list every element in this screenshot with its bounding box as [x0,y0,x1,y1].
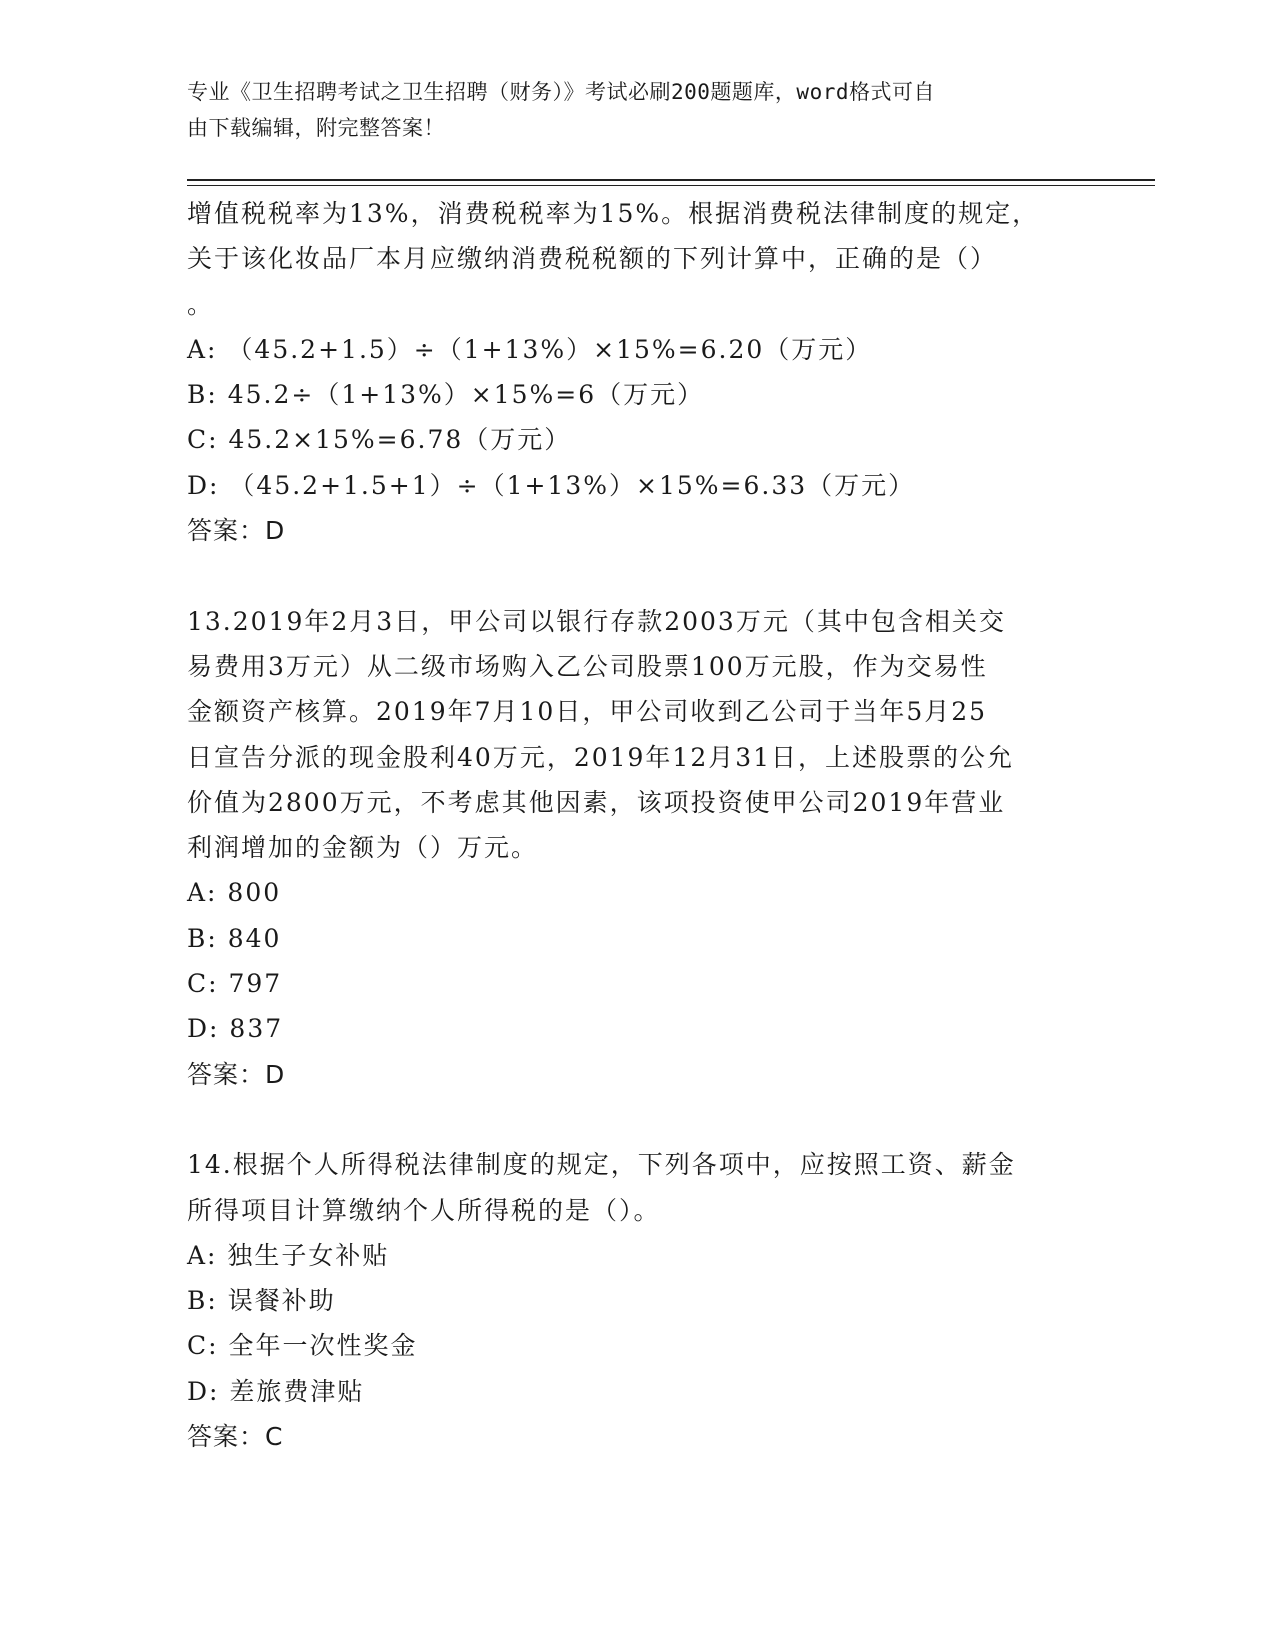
question-text-line: 所得项目计算缴纳个人所得税的是（）。 [187,1195,661,1225]
question-text-line: 易费用3万元）从二级市场购入乙公司股票100万元股，作为交易性 [187,651,988,681]
option-b: B: 45.2÷（1+13%）×15%=6（万元） [187,380,705,410]
question-text-line: 。 [187,289,215,319]
option-d: D: （45.2+1.5+1）÷（1+13%）×15%=6.33（万元） [187,470,916,500]
option-a: A: 800 [187,878,282,908]
question-text-line: 日宣告分派的现金股利40万元，2019年12月31日，上述股票的公允 [187,742,1015,772]
question-text-line: 13.2019年2月3日，甲公司以银行存款2003万元（其中包含相关交 [187,606,1006,636]
question-14 [187,1142,1087,1459]
question-13 [187,599,1087,1097]
option-b: B: 误餐补助 [187,1286,336,1316]
question-text-line: 关于该化妆品厂本月应缴纳消费税税额的下列计算中，正确的是（） [187,244,998,274]
question-text-line: 金额资产核算。2019年7月10日，甲公司收到乙公司于当年5月25 [187,697,988,727]
question-text-line: 利润增加的金额为（）万元。 [187,833,539,863]
option-a: A: （45.2+1.5）÷（1+13%）×15%=6.20（万元） [187,334,873,364]
option-d: D: 837 [187,1014,284,1044]
option-c: C: 全年一次性奖金 [187,1331,418,1361]
header-line-2: 由下载编辑，附完整答案！ [187,116,445,140]
option-a: A: 独生子女补贴 [187,1240,390,1270]
question-text-line: 增值税税率为13%，消费税税率为15%。根据消费税法律制度的规定， [187,199,1040,228]
header-divider-thick [187,179,1155,181]
option-c: C: 797 [187,969,283,999]
document-body [187,191,1087,1459]
answer-label: 答案：D [187,516,286,546]
spacer [187,1097,1087,1142]
question-text-line: 14.根据个人所得税法律制度的规定，下列各项中，应按照工资、薪金 [187,1150,1016,1180]
answer-label: 答案：D [187,1059,286,1089]
document-header [187,74,1067,146]
spacer [187,553,1087,598]
option-d: D: 差旅费津贴 [187,1376,365,1406]
question-12 [187,191,1087,553]
option-c: C: 45.2×15%=6.78（万元） [187,425,572,455]
question-text-line: 价值为2800万元，不考虑其他因素，该项投资使甲公司2019年营业 [187,787,1006,817]
header-line-1: 专业《卫生招聘考试之卫生招聘（财务）》考试必刷200题题库，word格式可自 [187,80,935,104]
header-divider-thin [187,185,1155,186]
option-b: B: 840 [187,923,282,953]
answer-label: 答案：C [187,1422,284,1452]
